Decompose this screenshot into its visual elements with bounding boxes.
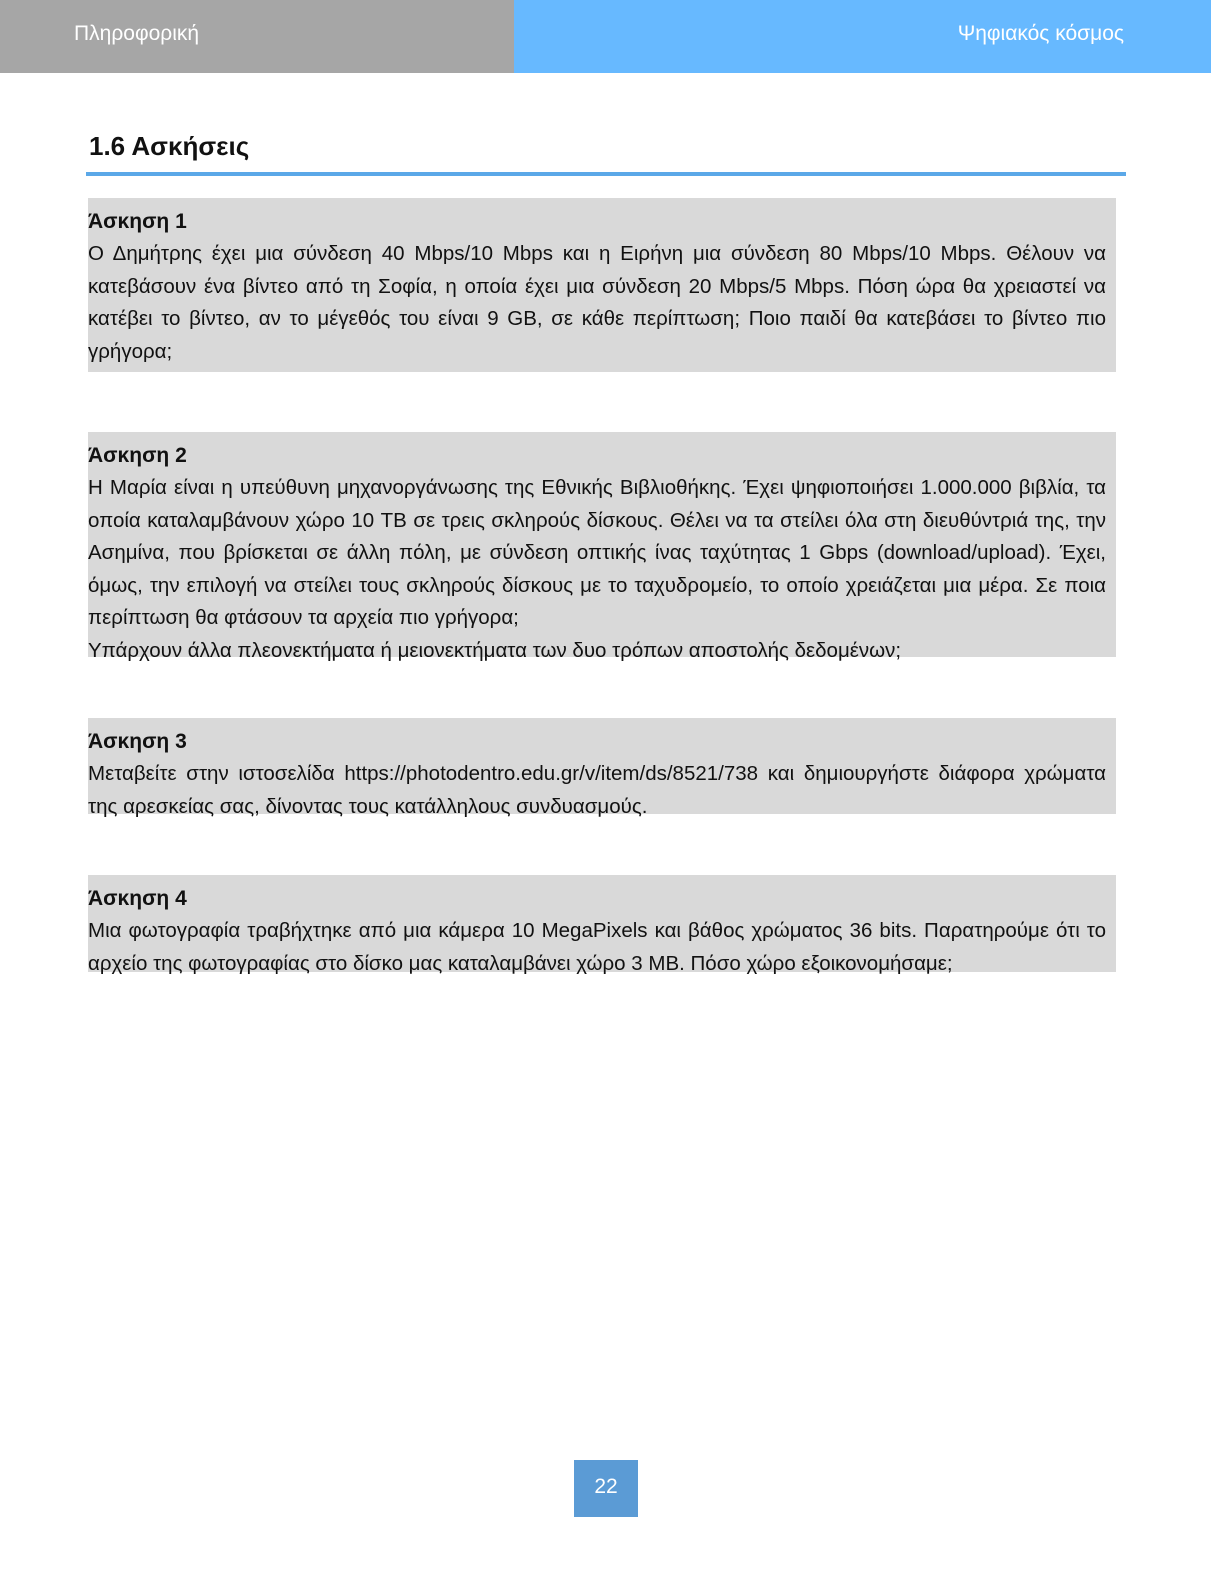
- page-header: [0, 0, 1211, 73]
- exercise-title: Άσκηση 2: [88, 444, 187, 467]
- exercise-2: [88, 432, 1116, 662]
- exercise-paragraph: Ο Δημήτρης έχει μια σύνδεση 40 Mbps/10 Mbps και η Ειρήνη μια σύνδεση 80 Mbps/10 Mbps. Θέλουν να κατεβάσουν ένα βίντεο από τη Σοφία, η οποία έχει μια σύνδεση 20 Mbps/5 Mbps. Πόση ώρα θα χρειαστεί να κατέβει το βίντεο, αν το μέγεθός του είναι 9 GB, σε κάθε περίπτωση; Ποιο παιδί θα κατεβάσει το βίντεο πιο γρήγορα;: [88, 242, 1106, 363]
- header-chapter-band: [514, 0, 1211, 73]
- exercise-title: Άσκηση 3: [88, 730, 187, 753]
- section-divider: [86, 172, 1126, 176]
- exercise-text: [88, 472, 1106, 667]
- exercise-1: [88, 198, 1116, 372]
- header-chapter: Ψηφιακός κόσμος: [957, 22, 1124, 45]
- exercise-paragraph: Υπάρχουν άλλα πλεονεκτήματα ή μειονεκτήματα των δυο τρόπων αποστολής δεδομένων;: [88, 638, 902, 662]
- exercise-text: [88, 915, 1106, 980]
- exercise-text: [88, 758, 1106, 823]
- exercise-paragraph: Η Μαρία είναι η υπεύθυνη μηχανοργάνωσης της Εθνικής Βιβλιοθήκης. Έχει ψηφιοποιήσει 1.000.000 βιβλία, τα οποία καταλαμβάνουν χώρο 10 TB σε τρεις σκληρούς δίσκους. Θέλει να τα στείλει όλα στη διευθύντριά της, την Ασημίνα, που βρίσκεται σε άλλη πόλη, με σύνδεση οπτικής ίνας ταχύτητας 1 Gbps (download/upload). Έχει, όμως, την επιλογή να στείλει τους σκληρούς δίσκους με το ταχυδρομείο, το οποίο χρειάζεται μια μέρα. Σε ποια περίπτωση θα φτάσουν τα αρχεία πιο γρήγορα;: [88, 476, 1106, 629]
- exercise-title: Άσκηση 1: [88, 210, 187, 233]
- exercise-text: [88, 238, 1106, 368]
- exercise-paragraph: Μεταβείτε στην ιστοσελίδα https://photodentro.edu.gr/v/item/ds/8521/738 και δημιουργήστε διάφορα χρώματα της αρεσκείας σας, δίνοντας τους κατάλληλους συνδυασμούς.: [88, 762, 1106, 818]
- exercise-4: [88, 875, 1116, 975]
- exercise-title: Άσκηση 4: [88, 887, 187, 910]
- exercise-3: [88, 718, 1116, 818]
- header-subject: Πληροφορική: [74, 22, 200, 45]
- exercise-paragraph: Μια φωτογραφία τραβήχτηκε από μια κάμερα 10 MegaPixels και βάθος χρώματος 36 bits. Παρατηρούμε ότι το αρχείο της φωτογραφίας στο δίσκο μας καταλαμβάνει χώρο 3 MB. Πόσο χώρο εξοικονομήσαμε;: [88, 919, 1106, 975]
- header-subject-band: [0, 0, 514, 73]
- section-title: 1.6 Ασκήσεις: [89, 131, 250, 161]
- page-number: 22: [574, 1460, 638, 1517]
